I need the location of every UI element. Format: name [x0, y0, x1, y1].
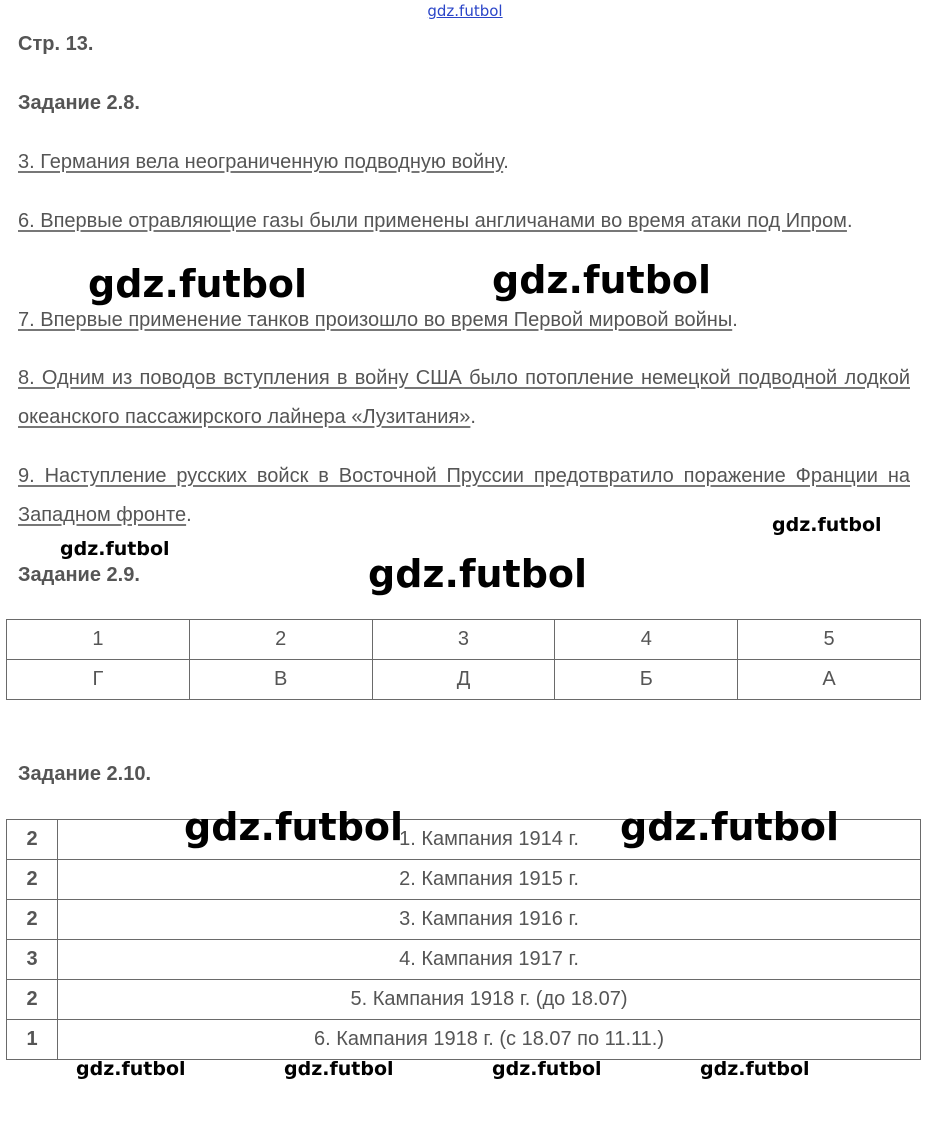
top-watermark-link[interactable]: gdz.futbol: [427, 2, 503, 20]
column-number: 5: [738, 620, 921, 660]
answer-letter: В: [189, 660, 372, 700]
table-row: [7, 940, 921, 980]
table-row: [7, 860, 921, 900]
watermark: gdz.futbol: [620, 805, 840, 849]
column-number: 4: [555, 620, 738, 660]
watermark: gdz.futbol: [772, 514, 882, 536]
score-cell: 1: [7, 1020, 58, 1060]
task-2-10-title: Задание 2.10.: [18, 763, 152, 785]
answer-letter: Б: [555, 660, 738, 700]
campaign-cell: 2. Кампания 1915 г.: [58, 860, 921, 900]
task-2-8-title: Задание 2.8.: [18, 92, 140, 114]
table-row: [7, 1020, 921, 1060]
table-row: [7, 620, 921, 660]
watermark: gdz.futbol: [368, 552, 588, 596]
watermark: gdz.futbol: [60, 538, 170, 560]
table-row: [7, 900, 921, 940]
score-cell: 2: [7, 820, 58, 860]
score-cell: 2: [7, 980, 58, 1020]
campaign-cell: 5. Кампания 1918 г. (до 18.07): [58, 980, 921, 1020]
statement-6: 6. Впервые отравляющие газы были применены англичанами во время атаки под Ипром.: [18, 210, 853, 232]
answer-letter: Г: [7, 660, 190, 700]
column-number: 1: [7, 620, 190, 660]
task-2-10-campaign-table: [6, 819, 921, 1060]
campaign-cell: 1. Кампания 1914 г.: [58, 820, 921, 860]
task-2-9-answer-table: [6, 619, 921, 700]
watermark: gdz.futbol: [492, 258, 712, 302]
answer-letter: Д: [372, 660, 555, 700]
watermark: gdz.futbol: [492, 1058, 602, 1080]
column-number: 3: [372, 620, 555, 660]
watermark: gdz.futbol: [700, 1058, 810, 1080]
answer-letter: А: [738, 660, 921, 700]
task-2-9-title: Задание 2.9.: [18, 564, 140, 586]
score-cell: 2: [7, 860, 58, 900]
score-cell: 3: [7, 940, 58, 980]
score-cell: 2: [7, 900, 58, 940]
watermark: gdz.futbol: [284, 1058, 394, 1080]
watermark: gdz.futbol: [88, 262, 308, 306]
campaign-cell: 6. Кампания 1918 г. (с 18.07 по 11.11.): [58, 1020, 921, 1060]
statement-9: 9. Наступление русских войск в Восточной Пруссии предотвратило поражение Франции на Западном фронте.: [18, 465, 910, 526]
campaign-cell: 3. Кампания 1916 г.: [58, 900, 921, 940]
watermark: gdz.futbol: [184, 805, 404, 849]
statement-8: 8. Одним из поводов вступления в войну США было потопление немецкой подводной лодкой океанского пассажирского лайнера «Лузитания».: [18, 367, 910, 428]
table-row: [7, 660, 921, 700]
page-reference: Стр. 13.: [18, 33, 94, 55]
campaign-cell: 4. Кампания 1917 г.: [58, 940, 921, 980]
statement-7: 7. Впервые применение танков произошло во время Первой мировой войны.: [18, 309, 738, 331]
table-row: [7, 980, 921, 1020]
statement-3: 3. Германия вела неограниченную подводную войну.: [18, 151, 509, 173]
watermark: gdz.futbol: [76, 1058, 186, 1080]
column-number: 2: [189, 620, 372, 660]
